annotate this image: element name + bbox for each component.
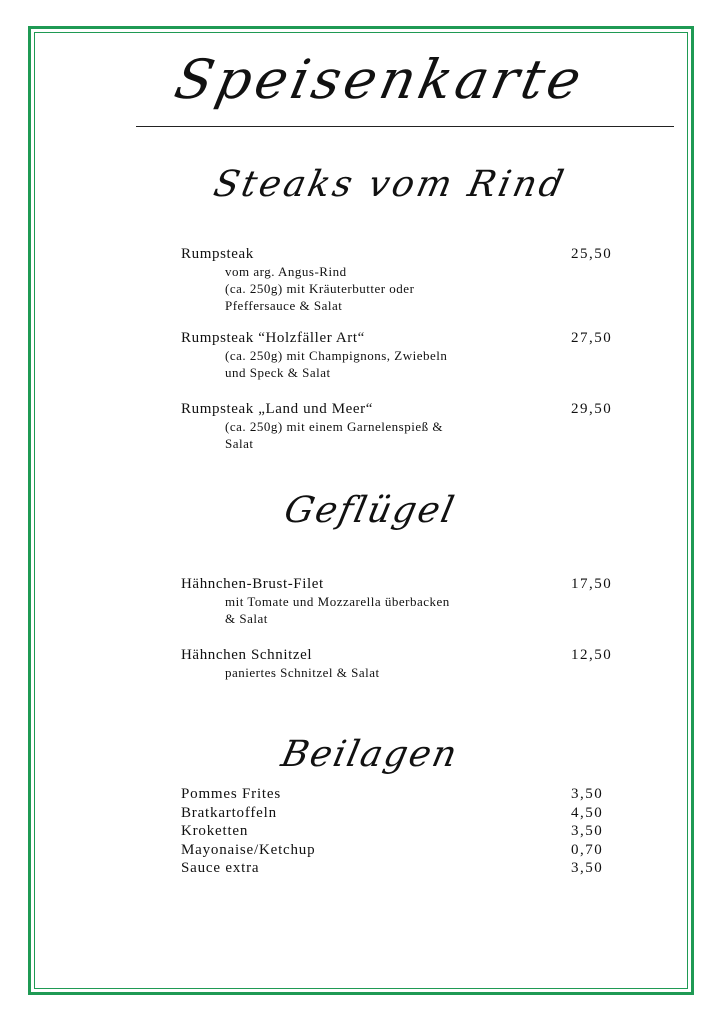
item-description-line: und Speck & Salat xyxy=(225,365,331,380)
item-price: 25,50 xyxy=(571,246,613,262)
side-dish-price: 4,50 xyxy=(571,804,604,821)
menu-item-haehnchen-brust-filet xyxy=(181,575,629,627)
item-description-line: Salat xyxy=(225,436,254,451)
item-description-line: (ca. 250g) mit Kräuterbutter oder xyxy=(225,281,415,296)
item-name: Rumpsteak “Holzfäller Art“ xyxy=(181,330,365,346)
side-dish-name: Sauce extra xyxy=(181,860,260,876)
section-heading-beilagen: Beilagen xyxy=(277,734,463,775)
item-description xyxy=(225,593,570,627)
side-dish-price: 0,70 xyxy=(571,841,604,858)
section-heading-gefluegel: Geflügel xyxy=(280,490,460,531)
item-description-line: & Salat xyxy=(225,611,268,626)
item-description-line: Pfeffersauce & Salat xyxy=(225,298,343,313)
item-description xyxy=(225,347,570,381)
side-dish-price: 3,50 xyxy=(571,860,604,876)
item-description-line: vom arg. Angus-Rind xyxy=(225,264,347,279)
menu-title: Speisenkarte xyxy=(169,48,591,111)
side-dish-name: Bratkartoffeln xyxy=(181,804,277,821)
item-description-line: (ca. 250g) mit Champignons, Zwiebeln xyxy=(225,348,448,363)
side-dish-row xyxy=(181,841,629,860)
item-description-line: mit Tomate und Mozzarella überbacken xyxy=(225,594,450,609)
side-dish-list xyxy=(181,785,629,878)
item-price: 27,50 xyxy=(571,330,613,346)
menu-item-rumpsteak-land-und-meer xyxy=(181,400,629,452)
side-dish-price: 3,50 xyxy=(571,823,604,839)
item-price: 29,50 xyxy=(571,401,613,417)
menu-item-rumpsteak xyxy=(181,245,629,314)
item-name: Rumpsteak „Land und Meer“ xyxy=(181,401,374,417)
item-description xyxy=(225,418,570,452)
item-price: 12,50 xyxy=(571,647,613,663)
item-description-line: paniertes Schnitzel & Salat xyxy=(225,665,380,680)
side-dish-name: Mayonaise/Ketchup xyxy=(181,841,316,858)
side-dish-row xyxy=(181,785,629,804)
item-description xyxy=(225,664,570,681)
item-name: Hähnchen-Brust-Filet xyxy=(181,576,324,592)
menu-item-rumpsteak-holzfaeller xyxy=(181,329,629,381)
section-heading-steaks: Steaks vom Rind xyxy=(210,164,570,205)
side-dish-name: Pommes Frites xyxy=(181,786,281,802)
side-dish-price: 3,50 xyxy=(571,786,604,802)
side-dish-row xyxy=(181,859,629,878)
item-description-line: (ca. 250g) mit einem Garnelenspieß & xyxy=(225,419,443,434)
item-description xyxy=(225,263,570,314)
title-underline xyxy=(136,126,674,127)
side-dish-row xyxy=(181,822,629,841)
side-dish-name: Kroketten xyxy=(181,823,249,839)
menu-item-haehnchen-schnitzel xyxy=(181,646,629,681)
item-price: 17,50 xyxy=(571,576,613,592)
side-dish-row xyxy=(181,804,629,823)
item-name: Hähnchen Schnitzel xyxy=(181,647,313,663)
item-name: Rumpsteak xyxy=(181,246,254,262)
